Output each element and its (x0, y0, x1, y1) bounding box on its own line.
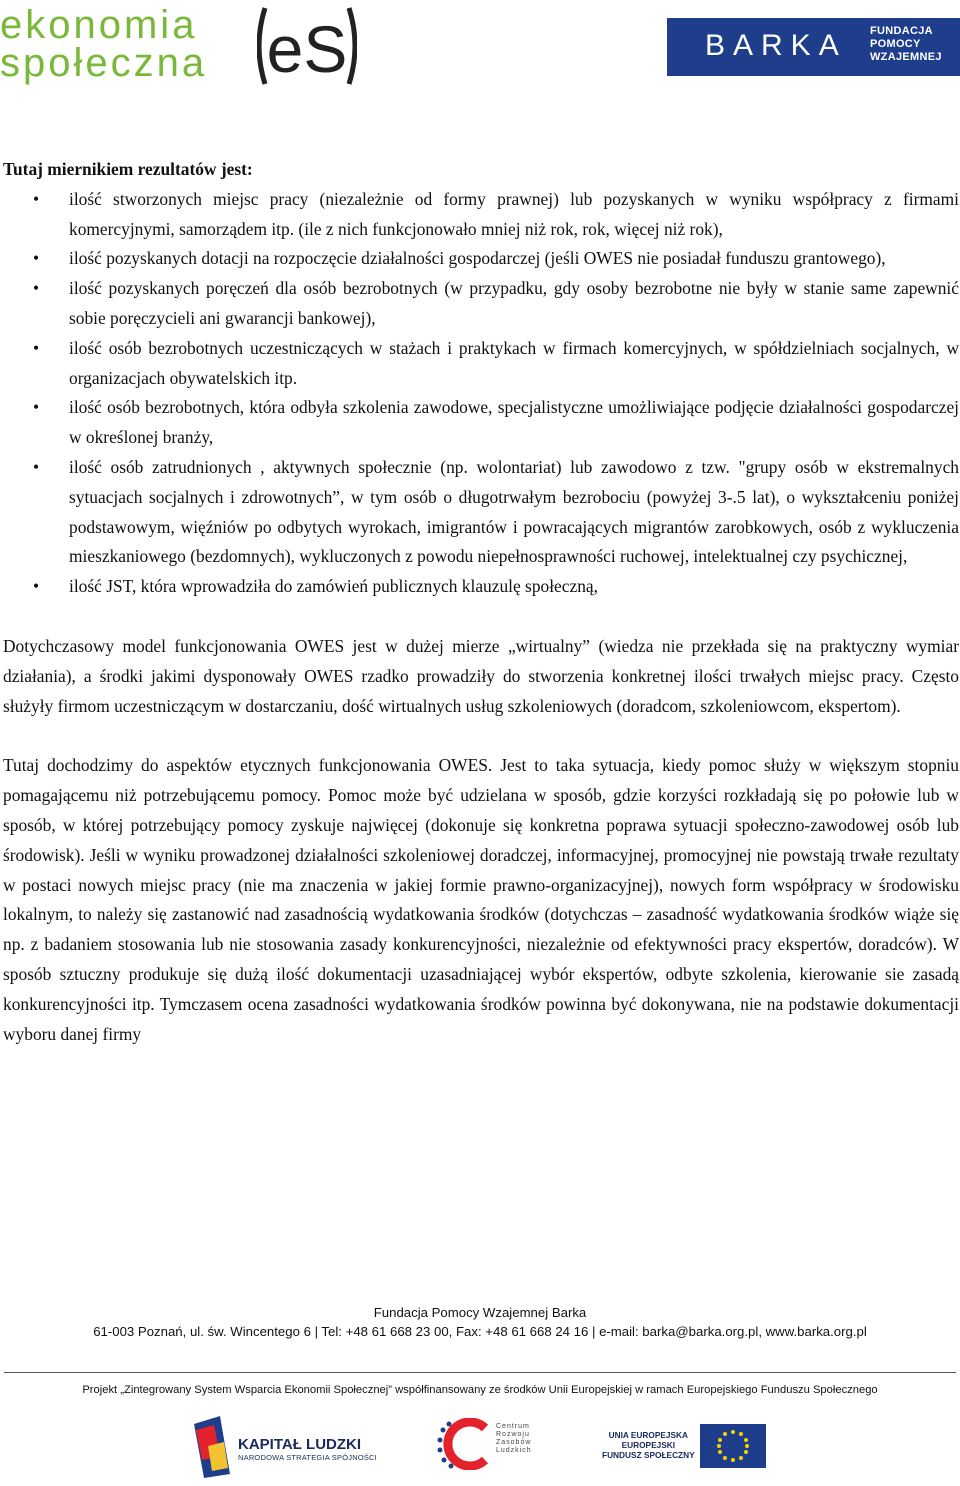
kapital-ludzki-logo (190, 1416, 234, 1478)
barka-logo: BARKA FUNDACJA POMOCY WZAJEMNEJ (667, 18, 960, 76)
barka-subtitle: FUNDACJA POMOCY WZAJEMNEJ (870, 25, 942, 63)
list-item: • ilość pozyskanych poręczeń dla osób bezrobotnych (w przypadku, gdy osoby bezrobotne nie były w stanie same zapewnić sobie poręczycieli ani gwarancji bankowej), (3, 274, 959, 334)
es-logo (257, 2, 357, 90)
paragraph: Tutaj dochodzimy do aspektów etycznych funkcjonowania OWES. Jest to taka sytuacja, kiedy pomoc służy w większym stopniu pomagającemu niż potrzebującemu pomocy. Pomoc może być udzielana w sposób, gdzie korzyści rozkładają się po połowie lub w sposób, w której potrzebujący pomocy zyskuje najwięcej (dokonuje się konkretna poprawa sytuacji społeczno-zawodowej osób lub środowisk). Jeśli w wyniku prowadzonej działalności szkoleniowej doradczej, informacyjnej, promocyjnej nie powstają trwałe rezultaty w postaci nowych miejsc pracy (nie ma znaczenia w jakiej formie prawno-organizacyjnej), nowych form współpracy w środowisku lokalnym, to należy się zastanowić nad zasadnością wydatkowania środków (dotychczas – zasadność wydatkowania środków wiąże się np. z badaniem stosowania lub nie stosowania zasady konkurencyjności, niezależnie od efektywności pracy ekspertów, doradców). W sposób sztuczny produkuje się dużą ilość dokumentacji uzasadniającej wybór ekspertów, odbyte szkolenia, kierowanie sie zasadą konkurencyjności itp. Tymczasem ocena zasadności wydatkowania środków powinna być dokonywana, nie na podstawie dokumentacji wyboru danej firmy (3, 755, 959, 1044)
crzl-text: Centrum Rozwoju Zasobów Ludzkich (496, 1423, 532, 1454)
list-item: • ilość JST, która wprowadziła do zamówień publicznych klauzulę społeczną, (3, 572, 959, 602)
svg-text:eS: eS (266, 12, 348, 86)
list-item: • ilość stworzonych miejsc pracy (niezależnie od formy prawnej) lub pozyskanych w wyniku współpracy z firmami komercyjnymi, samorządem itp. (ile z nich funkcjonowało mniej niż rok, rok, więcej niż rok), (3, 185, 959, 245)
list-item: • ilość pozyskanych dotacji na rozpoczęcie działalności gospodarczej (jeśli OWES nie posiadał funduszu grantowego), (3, 244, 959, 274)
footer-org: Fundacja Pomocy Wzajemnej Barka (373, 1305, 587, 1320)
footer-divider (4, 1372, 956, 1373)
list-item: • ilość osób bezrobotnych uczestniczących w stażach i praktykach w firmach komercyjnych, w spółdzielniach socjalnych, w organizacjach obywatelskich itp. (3, 334, 959, 394)
list-item: • ilość osób bezrobotnych, która odbyła szkolenia zawodowe, specjalistyczne umożliwiające podjęcie działalności gospodarczej w określonej branży, (3, 393, 959, 453)
results-list (3, 185, 959, 602)
document-body (3, 155, 959, 1049)
page-header (0, 0, 960, 95)
footer-address: 61-003 Poznań, ul. św. Wincentego 6 | Tel: +48 61 668 23 00, Fax: +48 61 668 24 16 | e-mail: barka@barka.org.pl, www.barka.org.pl (93, 1324, 867, 1339)
footer-contact (0, 1303, 960, 1341)
eu-flag-icon (700, 1424, 766, 1468)
section-heading: Tutaj miernikiem rezultatów jest: (3, 159, 253, 179)
project-note: Projekt „Zintegrowany System Wsparcia Ekonomii Społecznej” współfinansowany ze środków Unii Europejskiej w ramach Europejskiego Funduszu Społecznego (82, 1384, 878, 1396)
crzl-logo (437, 1418, 495, 1470)
paragraph: Dotychczasowy model funkcjonowania OWES jest w dużej mierze „wirtualny” (wiedza nie przekłada się na praktyczny wymiar działania), a środki jakimi dysponowały OWES rzadko prowadziły do stworzenia konkretnej ilości trwałych miejsc pracy. Często służyły firmom uczestniczącym w dostarczaniu, dość wirtualnych usług szkoleniowych (doradcom, szkoleniowcom, ekspertom). (3, 635, 959, 716)
kapital-ludzki-text: KAPITAŁ LUDZKI NARODOWA STRATEGIA SPÓJNOŚCI (238, 1436, 377, 1462)
list-item: • ilość osób zatrudnionych , aktywnych społecznie (np. wolontariat) lub zawodowo z tzw. "grupy osób w ekstremalnych sytuacjach socjalnych i zdrowotnych”, w tym osób o długotrwałym bezrobociu (powyżej 3-.5 lat), o wykształceniu poniżej podstawowym, więźniów po odbytych wyrokach, imigrantów i powracających migrantów zarobkowych, osób z wykluczenia mieszkaniowego (bezdomnych), wykluczonych z powodu niepełnosprawności ruchowej, intelektualnej czy psychicznej, (3, 453, 959, 572)
ue-text: UNIA EUROPEJSKA EUROPEJSKI FUNDUSZ SPOŁECZNY (602, 1430, 695, 1460)
ekonomia-spoleczna-logo: ekonomia społeczna (0, 3, 208, 85)
